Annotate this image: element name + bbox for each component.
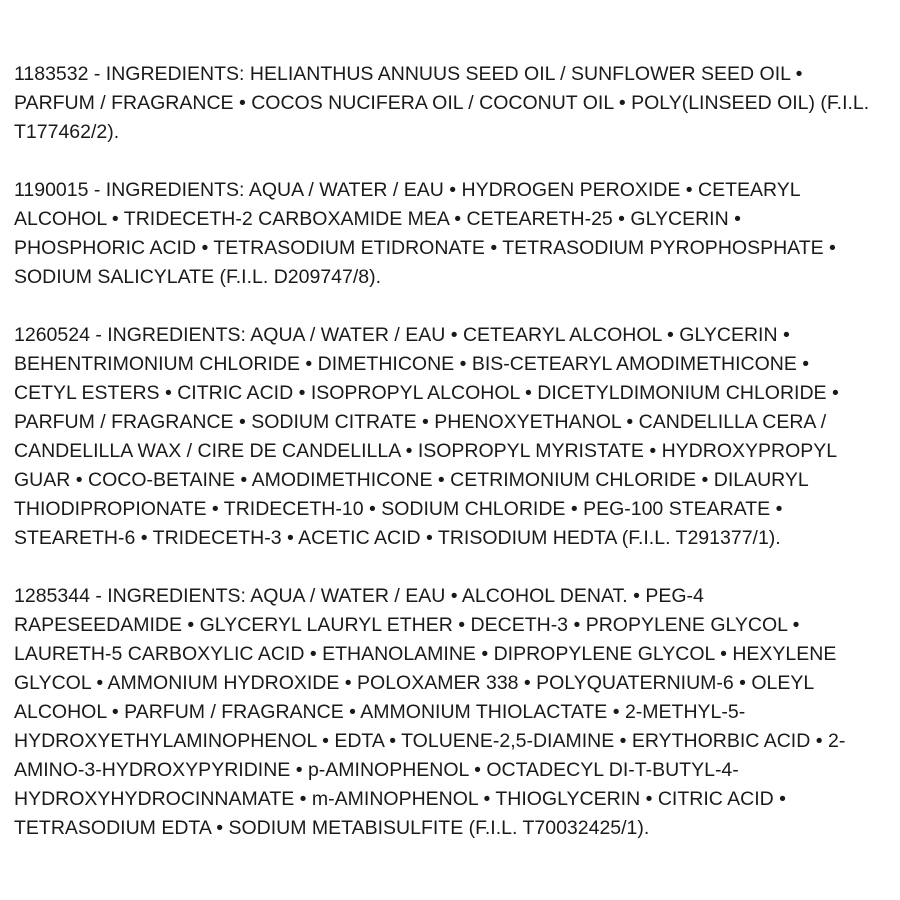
text-line: TETRASODIUM EDTA • SODIUM METABISULFITE (F.I.L. T70032425/1). [14, 817, 650, 839]
text-line: 1183532 - INGREDIENTS: HELIANTHUS ANNUUS SEED OIL / SUNFLOWER SEED OIL • [14, 63, 803, 85]
text-line: GLYCOL • AMMONIUM HYDROXIDE • POLOXAMER 338 • POLYQUATERNIUM-6 • OLEYL [14, 672, 815, 694]
text-line: ALCOHOL • PARFUM / FRAGRANCE • AMMONIUM THIOLACTATE • 2-METHYL-5- [14, 701, 746, 723]
ingredients-paragraph-1183532 [14, 60, 890, 147]
ingredients-paragraph-1285344 [14, 582, 890, 843]
text-line: HYDROXYHYDROCINNAMATE • m-AMINOPHENOL • THIOGLYCERIN • CITRIC ACID • [14, 788, 786, 810]
text-line: AMINO-3-HYDROXYPYRIDINE • p-AMINOPHENOL • OCTADECYL DI-T-BUTYL-4- [14, 759, 739, 781]
text-line: 1260524 - INGREDIENTS: AQUA / WATER / EAU • CETEARYL ALCOHOL • GLYCERIN • [14, 324, 790, 346]
text-line: ALCOHOL • TRIDECETH-2 CARBOXAMIDE MEA • CETEARETH-25 • GLYCERIN • [14, 208, 741, 230]
text-line: 1285344 - INGREDIENTS: AQUA / WATER / EAU • ALCOHOL DENAT. • PEG-4 [14, 585, 704, 607]
text-line: CETYL ESTERS • CITRIC ACID • ISOPROPYL ALCOHOL • DICETYLDIMONIUM CHLORIDE • [14, 382, 839, 404]
text-line: CANDELILLA WAX / CIRE DE CANDELILLA • ISOPROPYL MYRISTATE • HYDROXYPROPYL [14, 440, 838, 462]
text-line: LAURETH-5 CARBOXYLIC ACID • ETHANOLAMINE • DIPROPYLENE GLYCOL • HEXYLENE [14, 643, 837, 665]
text-line: STEARETH-6 • TRIDECETH-3 • ACETIC ACID • TRISODIUM HEDTA (F.I.L. T291377/1). [14, 527, 781, 549]
ingredients-paragraph-1190015 [14, 176, 890, 292]
text-line: T177462/2). [14, 121, 120, 143]
text-line: PARFUM / FRAGRANCE • SODIUM CITRATE • PHENOXYETHANOL • CANDELILLA CERA / [14, 411, 827, 433]
text-line: BEHENTRIMONIUM CHLORIDE • DIMETHICONE • BIS-CETEARYL AMODIMETHICONE • [14, 353, 810, 375]
text-line: SODIUM SALICYLATE (F.I.L. D209747/8). [14, 266, 382, 288]
text-line: HYDROXYETHYLAMINOPHENOL • EDTA • TOLUENE-2,5-DIAMINE • ERYTHORBIC ACID • 2- [14, 730, 846, 752]
ingredients-document [14, 60, 890, 843]
text-line: GUAR • COCO-BETAINE • AMODIMETHICONE • CETRIMONIUM CHLORIDE • DILAURYL [14, 469, 809, 491]
text-line: THIODIPROPIONATE • TRIDECETH-10 • SODIUM CHLORIDE • PEG-100 STEARATE • [14, 498, 783, 520]
text-line: PARFUM / FRAGRANCE • COCOS NUCIFERA OIL / COCONUT OIL • POLY(LINSEED OIL) (F.I.L. [14, 92, 870, 114]
text-line: PHOSPHORIC ACID • TETRASODIUM ETIDRONATE • TETRASODIUM PYROPHOSPHATE • [14, 237, 836, 259]
ingredients-paragraph-1260524 [14, 321, 890, 553]
text-line: 1190015 - INGREDIENTS: AQUA / WATER / EAU • HYDROGEN PEROXIDE • CETEARYL [14, 179, 801, 201]
text-line: RAPESEEDAMIDE • GLYCERYL LAURYL ETHER • DECETH-3 • PROPYLENE GLYCOL • [14, 614, 800, 636]
